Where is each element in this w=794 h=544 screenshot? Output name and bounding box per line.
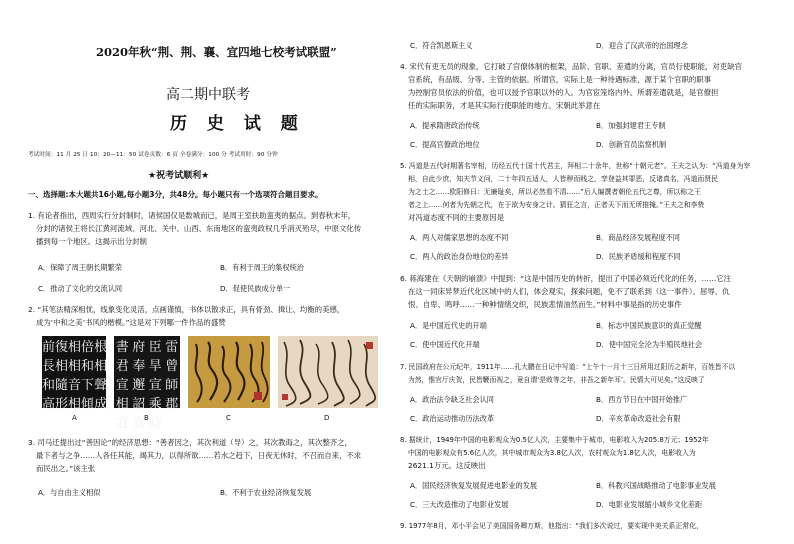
q6-option-c: C．使中国近代化开端 xyxy=(410,340,480,349)
calligraphy-glyph: 君 xyxy=(115,359,129,374)
q4-line: 为控制官员依法的价值，也可以授予官职以外的人。为官宦笼络内外。所谓差遣就是，是官僚担 xyxy=(408,88,719,97)
q6-line: 6. 蒋海建在《天朝的崩溃》中提到：“这是中国历史的转折，提出了中国必须近代化的任务，……它注 xyxy=(400,274,732,283)
q7-option-a: A．政治法令缺乏社会认同 xyxy=(410,395,494,404)
calligraphy-glyph: 聲 xyxy=(94,378,108,393)
calligraphy-glyph: 師 xyxy=(165,378,179,393)
calligraphy-image-d xyxy=(278,336,378,408)
calligraphy-glyph: 下 xyxy=(81,378,95,393)
q1-line: 1. 有论者指出，西周实行分封制时，诸侯国仅是数城而已，是周王室扶助蛮夷的据点。到春秋末年， xyxy=(28,211,356,220)
image-label-c: C xyxy=(226,414,231,422)
q7-line: 为然，惟官厅庆贺，民皆鞭而视之，竟自谓‘是败等之年，非吾之新年耳’。民情大可见矣。”这反映了 xyxy=(408,376,705,384)
calligraphy-glyph: 傾 xyxy=(81,397,95,412)
calligraphy-glyph: 時 xyxy=(148,416,162,431)
cursive-script-graphic xyxy=(188,336,270,408)
calligraphy-glyph: 和 xyxy=(42,378,56,393)
q1-option-d: D．促使民族成分单一 xyxy=(220,284,291,293)
calligraphy-image-b xyxy=(114,336,180,431)
calligraphy-glyph: 奉 xyxy=(132,359,146,374)
q4-option-d: D．创新官员监察机制 xyxy=(596,140,667,149)
calligraphy-glyph: 相 xyxy=(68,359,82,374)
good-luck-wish: ★祝考试顺利★ xyxy=(148,171,210,181)
q7-option-b: B．西方节日在中国开始推广 xyxy=(596,395,688,404)
q5-line: 为之士之……欧阳修曰：无廉耻矣，所以必然看不清……”后人编撰者朝伦五代之尊，所以称之王 xyxy=(408,188,701,196)
q5-option-b: B．商品经济发展程度不同 xyxy=(596,233,680,242)
q6-line: 恨、自卑、鸣呼……一种种情绪交织，民族悲情油然而生。”材料中事是指的历史事件 xyxy=(408,300,682,309)
calligraphy-glyph: 臣 xyxy=(148,340,162,355)
q2-line: 2. “其笔法精深相忧，线象变化灵活，点画谨慎，书体以散求正，具有骨劲、揖让、均衡的美感， xyxy=(28,305,345,314)
q8-option-d: D．电影业发展缩小城乡文化差距 xyxy=(596,500,703,509)
q4-line: 官系统，有品级、分等、主管的依据。所谓官，实际上是一种待遇标准，源于某个官职的职事 xyxy=(408,75,712,84)
q6-option-a: A．是中国近代史的开端 xyxy=(410,321,487,330)
q1-line: 播到每一个地区。这揭示出分封制 xyxy=(36,237,147,246)
q5-option-a: A．两人对儒家思想的态度不同 xyxy=(410,233,509,242)
q8-option-c: C．三大改造推动了电影业发展 xyxy=(410,500,509,509)
calligraphy-image-c xyxy=(188,336,270,408)
q4-line: 任的实际职务，才是其实际行使职能的地方。宋朝此举意在 xyxy=(408,101,601,110)
calligraphy-glyph: 曾 xyxy=(165,359,179,374)
calligraphy-glyph: 郡 xyxy=(165,397,179,412)
calligraphy-glyph: 和 xyxy=(81,359,95,374)
subject-title: 历 史 试 题 xyxy=(170,114,305,134)
q1-line: 分封的诸侯王将长江黄河流域、河北、关中、山西、东南地区的蛮夷政权几乎消灭殆尽，中原文化传 xyxy=(36,224,362,233)
q6-line: 在这一同床异梦近代化区域中的人们，体会观实，探索问题，免不了联系到（这一事件）。屈辱、仇 xyxy=(408,287,730,296)
q1-option-b: B．有利于周王的集权统治 xyxy=(220,263,304,272)
calligraphy-glyph: 相 xyxy=(115,397,129,412)
q4-option-b: B．加强封建君王专制 xyxy=(596,121,666,130)
calligraphy-glyph: 邂 xyxy=(132,378,146,393)
q1-option-c: C．推动了文化的交流认同 xyxy=(38,284,123,293)
q7-option-c: C．政治运动推动历法改革 xyxy=(410,414,495,423)
section-heading: 一、选择题:本大题共16小题,每小题3分，共48分。每小题只有一个选项符合题目要求。 xyxy=(28,190,323,199)
calligraphy-glyph: 宣 xyxy=(148,378,162,393)
calligraphy-glyph: 復 xyxy=(55,340,69,355)
q3-option-a: A．与自由主义相似 xyxy=(38,488,101,497)
q5-line: 对冯道态度不同的主要原因是 xyxy=(408,213,505,222)
calligraphy-glyph: 旱 xyxy=(148,359,162,374)
image-label-b: B xyxy=(144,414,149,422)
q8-option-a: A．国民经济恢复发展促进电影业的发展 xyxy=(410,481,538,490)
calligraphy-glyph: 詔 xyxy=(132,397,146,412)
q5-option-d: D．民族矛盾缓和程度不同 xyxy=(596,252,681,261)
q4-line: 4. 宋代有吏无员的现象，它打破了官僚体制的框架，品阶、官职、差遣的分离，官员行使职能，对吏缺官 xyxy=(400,62,742,71)
q3-line: 而民出之。”该主张 xyxy=(36,464,96,473)
q5-line: 5. 冯道是五代时期著名宰相，历经五代十国十代君主，拜相二十余年，世称“十朝元老”。王夫之认为：“冯道身为宰 xyxy=(400,162,751,170)
calligraphy-glyph: 相 xyxy=(68,397,82,412)
q7-line: 7. 民国政府在公元纪年，1911年……孔大鹏在日记中写道：“上午十一月十三日所用过阳历之新年，百姓皆不以 xyxy=(400,363,736,371)
exam-info: 考试时间：11 月 25 日 10：20—11：50 试卷页数：6 页 全卷满分：100 分 考试用时：90 分钟 xyxy=(28,152,278,158)
q4-option-a: A．提承隋唐政治传统 xyxy=(410,121,480,130)
q5-line: 相，自此少庶，知夫节义问，二十年四五适人，人皆秽而贱之，孪登益其罪恶，反诸真名，冯道而贤民 xyxy=(408,175,719,183)
q1-option-a: A．保障了周王朝长期繁荣 xyxy=(38,263,122,272)
q6-option-d: D．使中国完全沦为半殖民地社会 xyxy=(596,340,703,349)
q3-line: 最下者与之争……人各任其能，竭其力，以得所欲……若水之趋下，日夜无休时，不召而自来，不求 xyxy=(36,451,362,460)
calligraphy-glyph: 相 xyxy=(55,359,69,374)
calligraphy-glyph: 成 xyxy=(94,397,108,412)
calligraphy-glyph: 音 xyxy=(68,378,82,393)
q8-line: 8. 据统计，1949年中国的电影观众为0.5亿人次，主要集中于城市，电影收入为205.8万元；1952年 xyxy=(400,436,709,444)
q5-line: 者之上……何者为先朝之代，在于欲为安身之计。猜狂之言，正者天下而无所推掩。”王夫之和李贽 xyxy=(408,201,705,209)
q4-option-c: C．提高官僚政治地位 xyxy=(410,140,480,149)
image-label-d: D xyxy=(324,414,330,422)
calligraphy-image-a xyxy=(42,336,108,412)
calligraphy-glyph: 宣 xyxy=(115,378,129,393)
q8-line: 中国的电影观众有5.6亿人次，其中城市观众为3.8亿人次，农村观众为1.8亿人次，电影收入为 xyxy=(408,449,696,457)
grade-title: 高二期中联考 xyxy=(166,87,250,103)
q3-option-d: D．迎合了汉武帝的治国理念 xyxy=(596,41,688,50)
calligraphy-glyph: 倍 xyxy=(81,340,95,355)
calligraphy-glyph: 高 xyxy=(42,397,56,412)
q6-option-b: B．标志中国民族意识的真正觉醒 xyxy=(596,321,702,330)
calligraphy-glyph: 巽 xyxy=(132,416,146,431)
q7-option-d: D．辛亥革命改造社会有限 xyxy=(596,414,681,423)
calligraphy-glyph: 相 xyxy=(94,359,108,374)
calligraphy-glyph: 形 xyxy=(55,397,69,412)
q5-option-c: C．两人的政治身份地位的差异 xyxy=(410,252,509,261)
image-label-a: A xyxy=(72,414,77,422)
calligraphy-glyph: 雷 xyxy=(165,340,179,355)
q8-option-b: B．科教兴国战略推动了电影事业发展 xyxy=(596,481,716,490)
calligraphy-glyph: 長 xyxy=(42,359,56,374)
calligraphy-glyph: 乘 xyxy=(148,397,162,412)
q3-line: 3. 司马迁提出过“善因论”的经济思想：“善者因之，其次利道（导）之，其次教诲之，其次整齐之， xyxy=(28,438,352,447)
calligraphy-glyph: 寇 xyxy=(115,416,129,431)
q2-line: 成为‘中和之美’书风的楷模。”这是对下列哪一件作品的盛赞 xyxy=(36,318,226,327)
q3-option-c: C．符合凯恩斯主义 xyxy=(410,41,473,50)
exam-union-title: 2020年秋“荆、荆、襄、宜四地七校考试联盟” xyxy=(96,45,337,59)
q3-option-b: B．不利于农业经济恢复发展 xyxy=(220,488,312,497)
q9-line: 9. 1977年8月，邓小平会见了美国国务卿万斯，他指出：“我们多次说过，要实现中美关系正常化， xyxy=(400,522,703,530)
calligraphy-glyph: 隨 xyxy=(55,378,69,393)
calligraphy-glyph: 書 xyxy=(115,340,129,355)
calligraphy-glyph: 相 xyxy=(68,340,82,355)
calligraphy-glyph: 前 xyxy=(42,340,56,355)
wild-cursive-graphic xyxy=(278,336,378,408)
calligraphy-glyph: 根 xyxy=(94,340,108,355)
q8-line: 2621.1万元。这反映出 xyxy=(408,461,486,470)
calligraphy-glyph: 府 xyxy=(132,340,146,355)
